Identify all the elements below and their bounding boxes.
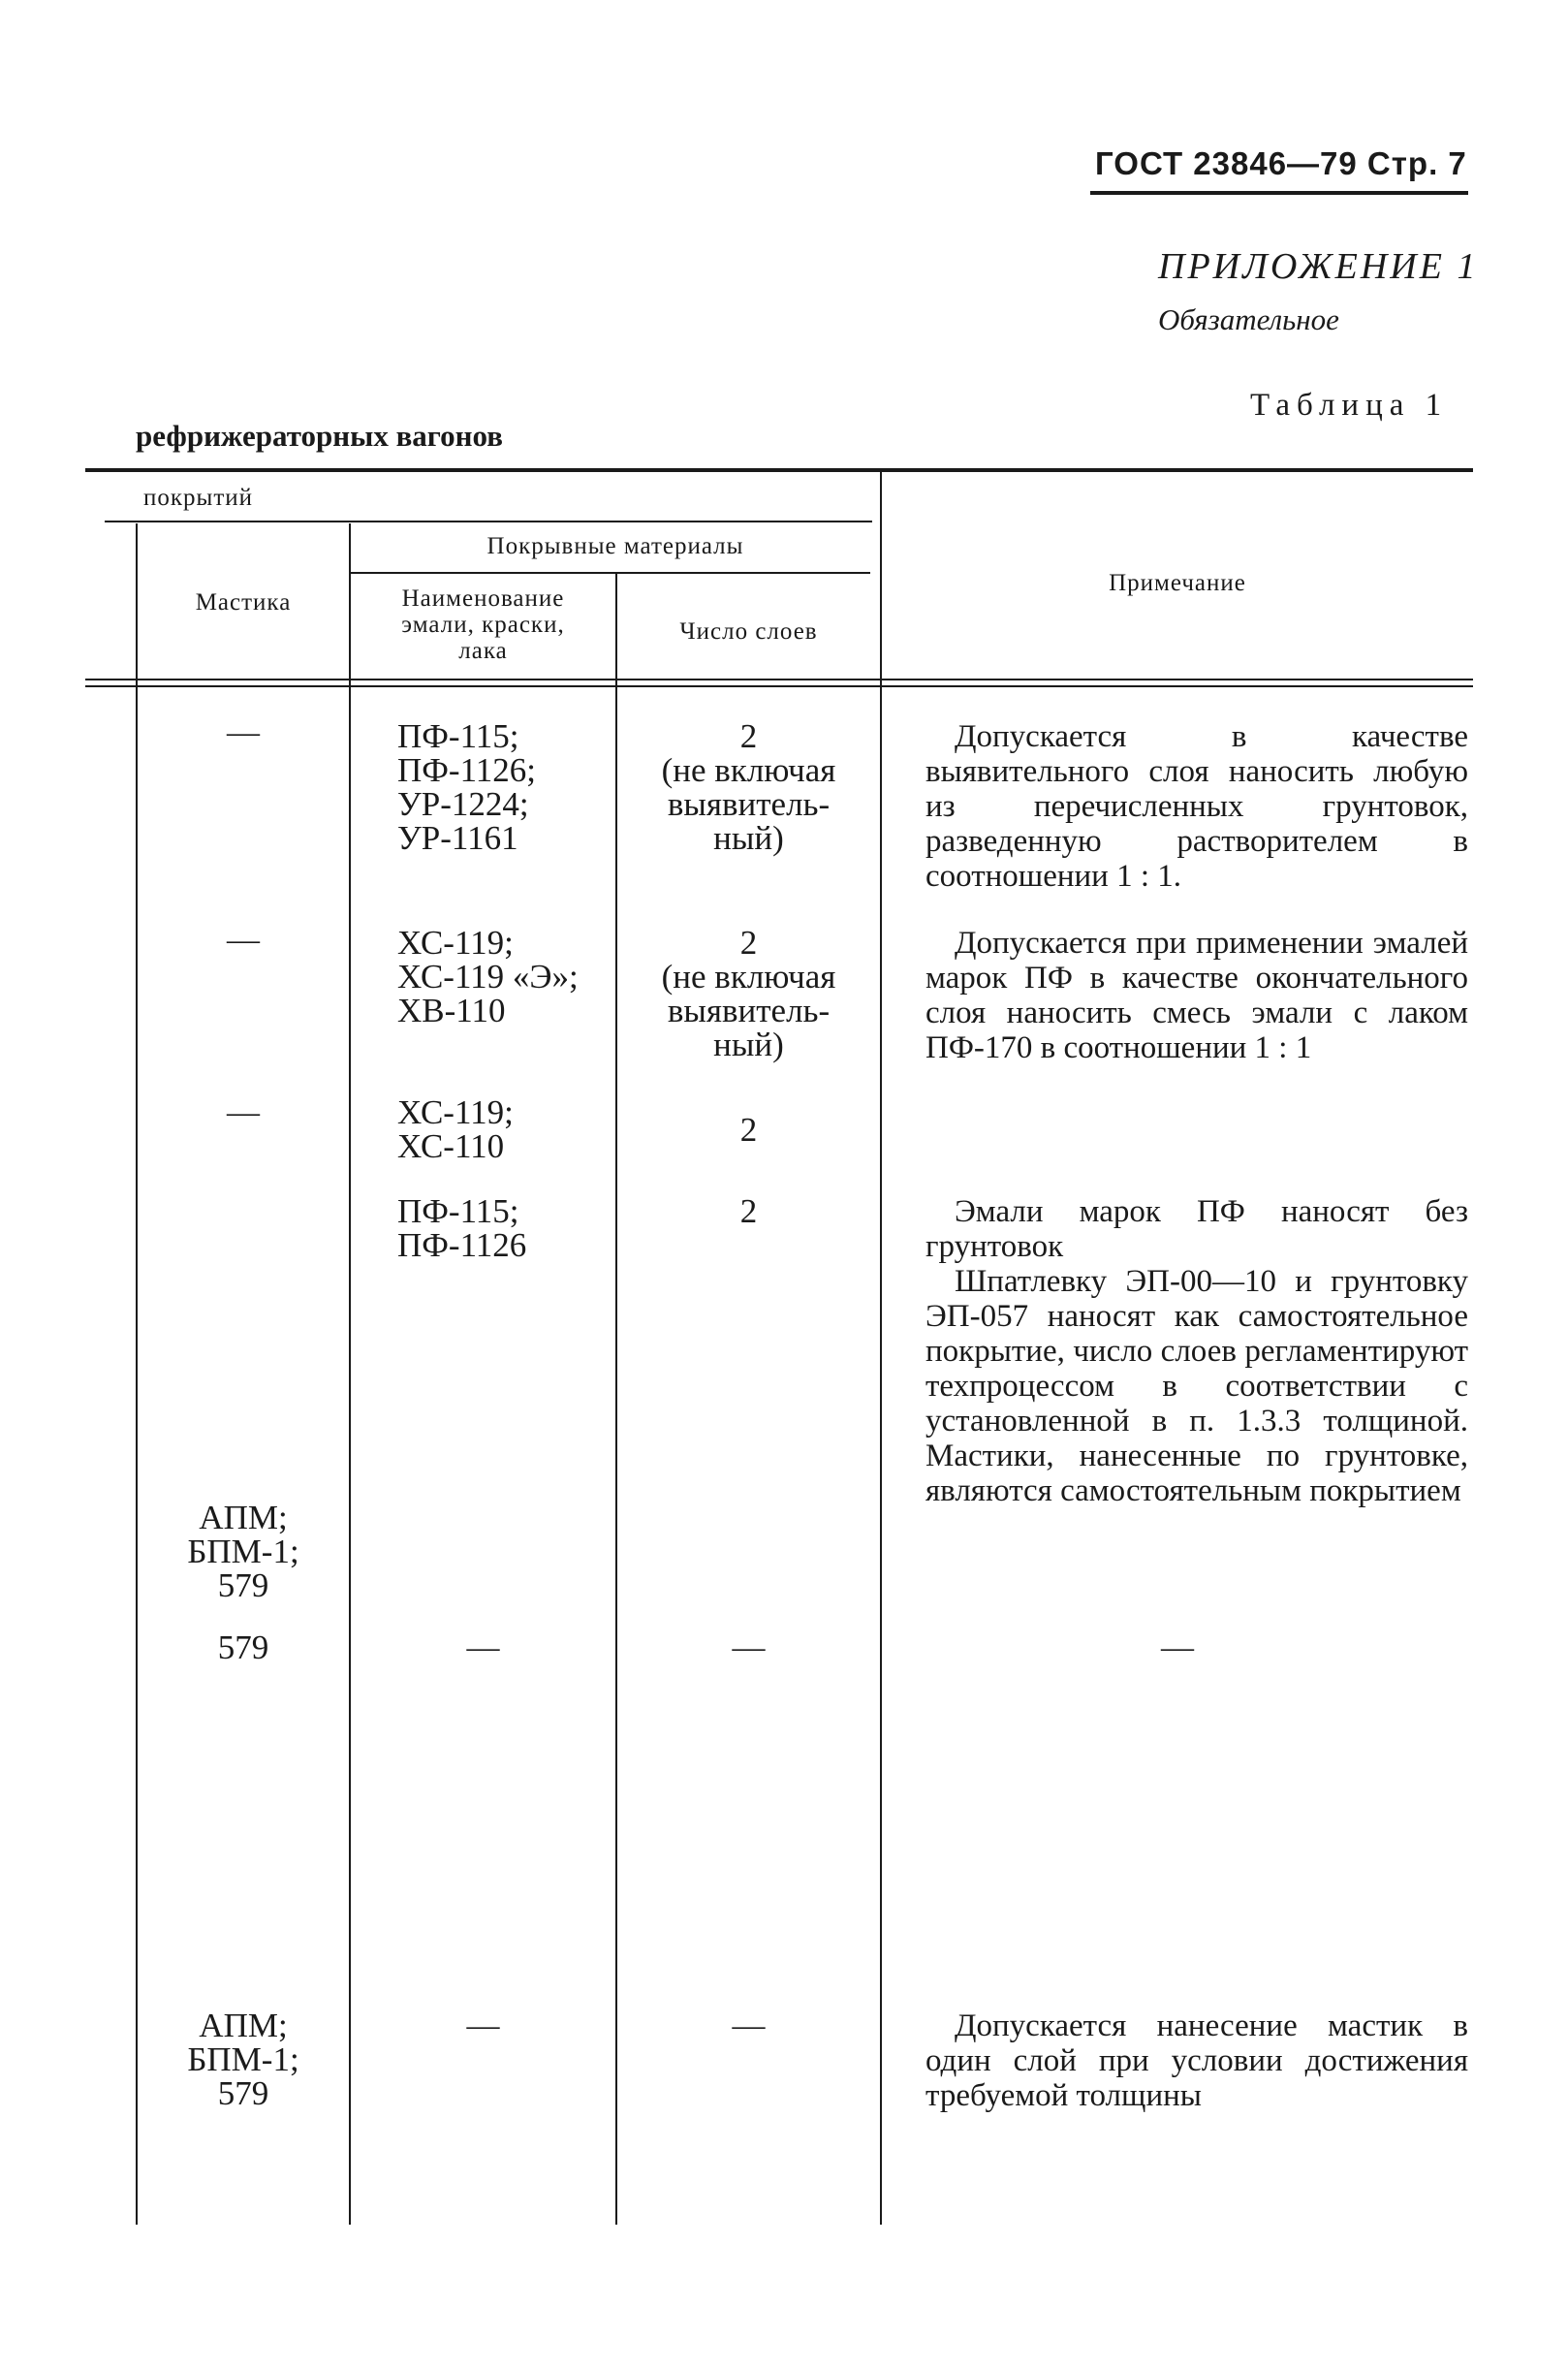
row2-note (925, 926, 1468, 1065)
header-layers: Число слоев (679, 618, 818, 645)
header-bottom-rule-1 (85, 679, 1473, 680)
row4-note-text: Шпатлевку ЭП-00—10 и грунтовку ЭП-057 наносят как самостоятельное покрытие, число слоев регламентируют техпроцессом в соответствии с установленной в п. 1.3.3 толщиной. Мастики, нанесенные по грунтовке, являются самостоятельным покрытием (925, 1264, 1468, 1508)
page-header-gost: ГОСТ 23846—79 Стр. 7 (1095, 145, 1467, 181)
table-top-rule (85, 468, 1473, 472)
row1-materials: ПФ-115; ПФ-1126; УР-1224; УР-1161 (397, 717, 537, 857)
row1-layers: 2 (не включая выявитель- ный) (661, 717, 836, 857)
row4-layers: 2 (739, 1192, 758, 1230)
header-note: Примечание (1109, 570, 1246, 596)
row1-note-text: Допускается в качестве выявительного слоя наносить любую из перечисленных грунтовок, разведенную растворителем в соотношении 1 : 1. (925, 719, 1468, 894)
row2-layers: 2 (не включая выявитель- ный) (661, 924, 836, 1063)
row6-mastic: АПМ; БПМ-1; 579 (187, 2007, 299, 2112)
table-label: Таблица 1 (1250, 388, 1449, 423)
col-rule-left (136, 523, 138, 2225)
header-enamel-name (351, 585, 615, 664)
row5-materials: — (466, 1629, 500, 1665)
row4-materials: ПФ-115; ПФ-1126 (397, 1192, 527, 1264)
header-cover-materials: Покрывные материалы (486, 533, 744, 559)
header-enamel-name-line: лака (458, 638, 508, 664)
header-enamel-name-line: Наименование (401, 585, 565, 612)
header-rule (1090, 191, 1468, 195)
table-subtitle: рефрижераторных вагонов (136, 419, 503, 453)
col-rule-layers (880, 471, 882, 2225)
row2-note-text: Допускается при применении эмалей марок ПФ в качестве окончательного слоя наносить смесь эмали с лаком ПФ-170 в соотношении 1 : 1 (925, 926, 1468, 1065)
header-mastic: Мастика (195, 589, 292, 616)
row4-note (925, 1194, 1468, 1508)
row3-mastic: — (227, 1094, 260, 1130)
row3-layers: 2 (739, 1111, 758, 1149)
row6-materials: — (466, 2007, 500, 2043)
appendix-title: ПРИЛОЖЕНИЕ 1 (1158, 246, 1479, 287)
row6-note (925, 2008, 1468, 2113)
coatings-underline (105, 521, 872, 522)
materials-underline (349, 572, 870, 574)
row5-layers: — (732, 1629, 766, 1665)
row1-mastic: — (227, 714, 260, 750)
row4-note-text: Эмали марок ПФ наносят без грунтовок (925, 1194, 1468, 1264)
col-rule-mastic (349, 523, 351, 2225)
header-enamel-name-line: эмали, краски, (401, 612, 565, 638)
header-coatings: покрытий (143, 485, 254, 511)
row5-mastic: 579 (217, 1628, 269, 1666)
appendix-status: Обязательное (1158, 302, 1339, 336)
row3-materials: ХС-119; ХС-110 (397, 1093, 514, 1165)
row4-mastic: АПМ; БПМ-1; 579 (187, 1499, 299, 1604)
row5-note: — (1161, 1629, 1194, 1665)
row2-mastic: — (227, 922, 260, 958)
row6-note-text: Допускается нанесение мастик в один слой при условии достижения требуемой толщины (925, 2008, 1468, 2113)
row6-layers: — (732, 2007, 766, 2043)
row2-materials: ХС-119; ХС-119 «Э»; ХВ-110 (397, 924, 579, 1029)
row1-note (925, 719, 1468, 894)
header-bottom-rule-2 (85, 685, 1473, 687)
